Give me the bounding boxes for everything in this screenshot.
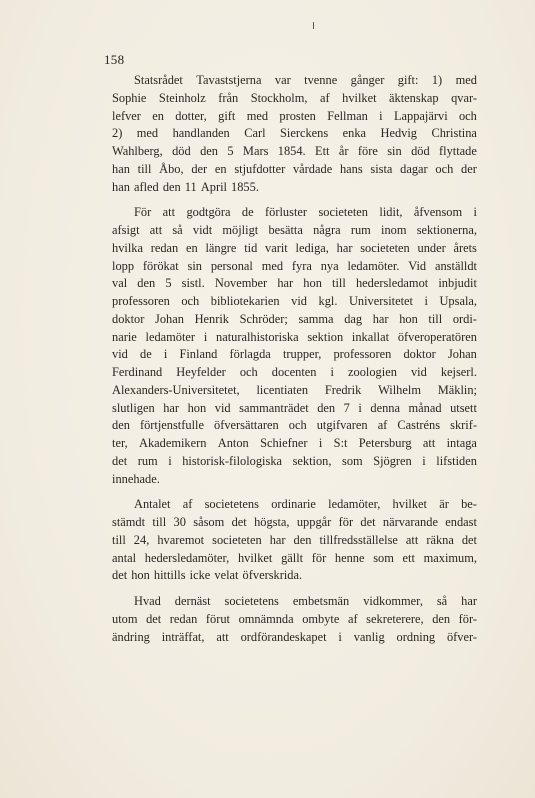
text-line: doktor Johan Henrik Schröder; samma dag har hon till ordi-: [112, 311, 477, 326]
text-line: Antalet af societetens ordinarie ledamöter, hvilket är be-: [134, 497, 477, 512]
text-line: professoren och bibliotekarien vid kgl. Universitetet i Upsala,: [112, 294, 477, 308]
text-line: han afled den 11 April 1855.: [112, 179, 259, 194]
text-line: lopp förökat sin personal med fyra nya ledamöter. Vid anställdt: [112, 258, 477, 273]
paragraph-gap: [112, 488, 477, 496]
text-line: stämdt till 30 såsom det högsta, uppgår för det närvarande endast: [112, 515, 477, 529]
text-line: ter, Akademikern Anton Schiefner i S:t Petersburg att intaga: [112, 436, 477, 450]
text-line: det rum i historisk-filologiska sektion, som Sjögren i lifstiden: [112, 453, 477, 468]
text-line: Statsrådet Tavaststjerna var tvenne gånger gift: 1) med: [134, 73, 477, 87]
page-number: 158: [104, 52, 125, 67]
text-line: Alexanders-Universitetet, licentiaten Fredrik Wilhelm Mäklin;: [112, 382, 477, 397]
text-body: [112, 72, 477, 646]
text-line: Sophie Steinholz från Stockholm, af hvilket äktenskap qvar-: [112, 90, 477, 105]
text-line: Wahlberg, död den 5 Mars 1854. Ett år före sin död flyttade: [112, 144, 477, 158]
text-line: hvilka redan en längre tid varit lediga, har societeten under årets: [112, 240, 477, 255]
text-line: ändring inträffat, att ordförandeskapet i vanlig ordning öfver-: [112, 629, 477, 644]
text-line: Hvad dernäst societetens embetsmän vidkommer, så har: [134, 594, 477, 608]
paragraph-gap: [112, 196, 477, 204]
text-line: den förtjenstfulle öfversättaren och utgifvaren af Castréns skrif-: [112, 418, 477, 433]
text-line: utom det redan förut omnämnda ombyte af sekreterere, den för-: [112, 611, 477, 626]
text-line: innehade.: [112, 471, 160, 486]
text-line: lefver en dotter, gift med prosten Fellman i Lappajärvi och: [112, 108, 477, 123]
text-line: till 24, hvaremot societeten har den tillfredsställelse att räkna det: [112, 532, 477, 547]
text-line: vid de i Finland förlagda trupper, professoren doktor Johan: [112, 347, 477, 362]
text-line: det hon hittills icke velat öfverskrida.: [112, 568, 303, 583]
text-line: slutligen har hon vid sammanträdet den 7 i denna månad utsett: [112, 400, 477, 415]
text-line: Ferdinand Heyfelder och docenten i zoologien vid kejserl.: [112, 365, 477, 379]
paragraph: [112, 72, 477, 196]
text-line: narie ledamöter i naturalhistoriska sektion inkallat öfveroperatören: [112, 329, 477, 344]
text-line: 2) med handlanden Carl Sierckens enka Hedvig Christina: [112, 126, 477, 141]
paragraph: [112, 204, 477, 488]
text-line: val den 5 sistl. November har hon till hedersledamot inbjudit: [112, 276, 477, 291]
print-mark: [313, 22, 314, 29]
text-line: För att godtgöra de förluster societeten lidit, åfvensom i: [134, 205, 477, 220]
text-line: afsigt att så vidt möjligt besätta några rum inom sektionerna,: [112, 223, 477, 237]
paragraph: [112, 593, 477, 646]
paragraph-gap: [112, 585, 477, 593]
paragraph: [112, 496, 477, 585]
text-line: antal hedersledamöter, hvilket gällt för henne som ett maximum,: [112, 550, 477, 565]
text-line: han till Åbo, der en stjufdotter vårdade hans sista dagar och der: [112, 161, 477, 176]
